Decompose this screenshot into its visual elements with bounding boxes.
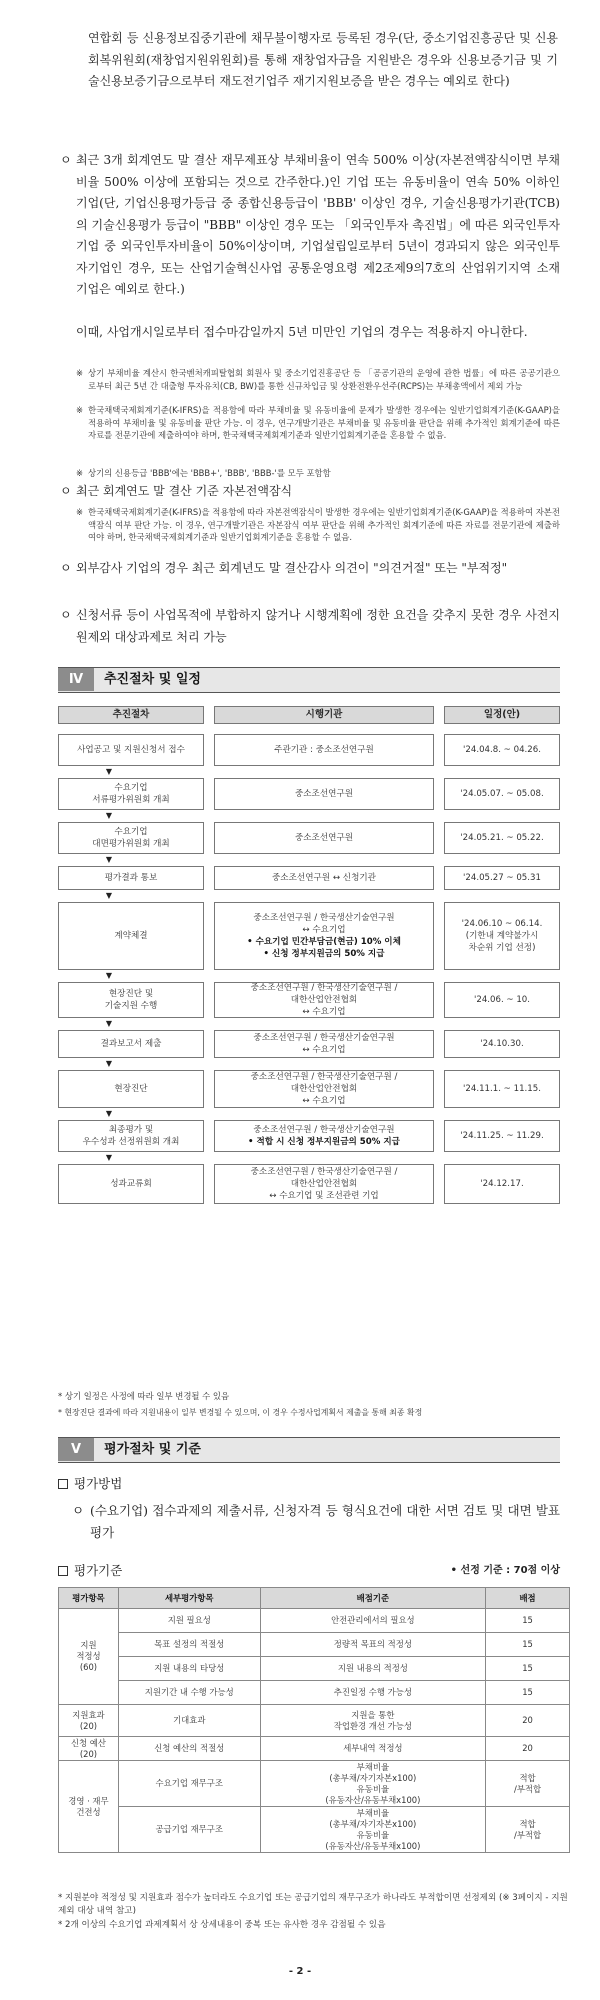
- flow-text-line: 성과교류회: [110, 1179, 152, 1189]
- flow-date-box: [444, 1120, 560, 1152]
- flow-text-line: 중소조선연구원 / 한국생산기술연구원 /: [250, 1072, 398, 1082]
- eval-basis-cell: 추진일정 수행 가능성: [260, 1681, 486, 1705]
- table-row: [59, 1761, 570, 1807]
- col-header-date: 일정(안): [444, 706, 560, 724]
- flow-date-box: [444, 902, 560, 970]
- section-number: Ⅳ: [58, 668, 94, 691]
- table-row: [59, 1633, 570, 1657]
- flow-date-box: [444, 822, 560, 854]
- flow-agency-box: [214, 1120, 434, 1152]
- flow-text-line: 수요기업: [114, 827, 148, 837]
- flow-text-line: 우수성과 선정위원회 개최: [82, 1137, 180, 1147]
- down-arrow-icon: ▼: [105, 971, 113, 980]
- flow-step-box: [58, 866, 204, 890]
- down-arrow-icon: ▼: [105, 767, 113, 776]
- flow-step-box: [58, 982, 204, 1018]
- flow-step-box: [58, 778, 204, 810]
- flow-text-line: ↔ 수요기업: [302, 1045, 346, 1055]
- flow-text-line: 중소조선연구원 / 한국생산기술연구원: [253, 913, 395, 923]
- down-arrow-icon: ▼: [105, 1153, 113, 1162]
- criteria-title: [58, 1562, 122, 1580]
- flow-text-line: 주관기관 : 중소조선연구원: [274, 745, 374, 755]
- section-title: 추진절차 및 일정: [104, 672, 201, 687]
- flow-highlight-line: • 적합 시 신청 정부지원금의 50% 지급: [248, 1137, 400, 1147]
- flow-text-line: 기술지원 수행: [104, 1001, 158, 1011]
- table-row: [59, 1681, 570, 1705]
- note-mark: ※: [76, 368, 84, 378]
- page-number: - 2 -: [288, 1966, 312, 1977]
- eval-detail-cell: 공급기업 재무구조: [118, 1807, 260, 1853]
- down-arrow-icon: ▼: [105, 855, 113, 864]
- eval-basis-cell: 지원을 통한 작업환경 개선 가능성: [260, 1705, 486, 1737]
- eval-group-cell: 경영 · 재무 건전성: [59, 1761, 119, 1853]
- flow-text-line: 중소조선연구원 / 한국생산기술연구원: [253, 1033, 395, 1043]
- eval-detail-cell: 기대효과: [118, 1705, 260, 1737]
- flow-agency-box: [214, 1070, 434, 1108]
- flow-date-box: [444, 982, 560, 1018]
- eval-basis-cell: 부채비율 (총부채/자기자본x100) 유동비율 (유동자산/유동부채x100): [260, 1761, 486, 1807]
- flow-agency-box: [214, 982, 434, 1018]
- method-text: (수요기업) 접수과제의 제출서류, 신청자격 등 형식요건에 대한 서면 검토 및 대면 발표 평가: [90, 1503, 560, 1540]
- note-text: 상기 부채비율 계산시 한국벤처캐피탈협회 회원사 및 중소기업진흥공단 등 「공공기관의 운영에 관한 법률」에 따른 공공기관으로부터 최근 5년 간 대출형 투자유치(CB, BW)를 통한 신규차입금 및 상환전환우선주(RCPS)는 부채총액에서 제외 가능: [88, 368, 560, 391]
- down-arrow-icon: ▼: [105, 1109, 113, 1118]
- eval-score-cell: 적합 /부적합: [486, 1807, 570, 1853]
- eval-score-cell: 적합 /부적합: [486, 1761, 570, 1807]
- flow-text-line: 서류평가위원회 개최: [92, 795, 170, 805]
- flow-highlight-line: • 수요기업 민간부담금(현금) 10% 이체: [247, 937, 401, 947]
- eval-score-cell: 20: [486, 1737, 570, 1761]
- table-row: [59, 1657, 570, 1681]
- criteria-footnote: * 지원분야 적정성 및 지원효과 점수가 높더라도 수요기업 또는 공급기업의 재무구조가 하나라도 부적합이면 선정제외 (※ 3페이지 - 지원제외 대상 내역 참고): [58, 1893, 568, 1916]
- down-arrow-icon: ▼: [105, 811, 113, 820]
- table-row: [59, 1737, 570, 1761]
- bullet-mark: ㅇ: [72, 1503, 85, 1518]
- flow-step-box: [58, 1164, 204, 1204]
- flow-date-box: [444, 734, 560, 766]
- flow-text-line: 중소조선연구원: [294, 833, 354, 843]
- flow-text-line: 중소조선연구원: [294, 789, 354, 799]
- evaluation-criteria-table: [58, 1587, 570, 1853]
- eval-detail-cell: 목표 설정의 적절성: [118, 1633, 260, 1657]
- eval-detail-cell: 신청 예산의 적절성: [118, 1737, 260, 1761]
- flow-text-line: '24.04.8. ~ 04.26.: [463, 745, 541, 755]
- selection-threshold: • 선정 기준 : 70점 이상: [450, 1565, 560, 1576]
- header-detail: 세부평가항목: [118, 1588, 260, 1609]
- table-row: [59, 1807, 570, 1853]
- flow-agency-box: [214, 902, 434, 970]
- table-row: [59, 1609, 570, 1633]
- note-text: 상기의 신용등급 'BBB'에는 'BBB+', 'BBB', 'BBB-'를 모두 포함함: [88, 468, 331, 478]
- flow-agency-box: [214, 822, 434, 854]
- flow-text-line: 중소조선연구원 / 한국생산기술연구원 /: [250, 983, 398, 993]
- flow-text-line: 차순위 기업 선정): [468, 943, 536, 953]
- section-number: Ⅴ: [58, 1438, 94, 1461]
- flow-date-box: [444, 1164, 560, 1204]
- flow-text-line: ↔ 수요기업: [302, 925, 346, 935]
- bullet-documents-text: 신청서류 등이 사업목적에 부합하지 않거나 시행계획에 정한 요건을 갖추지 못한 경우 사전지원제외 대상과제로 처리 가능: [76, 608, 560, 644]
- flow-text-line: ↔ 수요기업 및 조선관련 기업: [269, 1191, 379, 1201]
- flow-text-line: 최종평가 및: [108, 1125, 154, 1135]
- flow-text-line: ↔ 수요기업: [302, 1007, 346, 1017]
- eval-basis-cell: 지원 내용의 적정성: [260, 1657, 486, 1681]
- flow-agency-box: [214, 778, 434, 810]
- bullet-mark: ㅇ: [60, 561, 72, 575]
- schedule-note: * 상기 일정은 사정에 따라 일부 변경될 수 있음: [58, 1391, 230, 1401]
- eval-detail-cell: 지원 필요성: [118, 1609, 260, 1633]
- flow-text-line: '24.06. ~ 10.: [473, 995, 531, 1005]
- flow-text-line: '24.11.25. ~ 11.29.: [460, 1131, 544, 1141]
- bullet-debt-ratio-tail: 이때, 사업개시일로부터 접수마감일까지 5년 미만인 기업의 경우는 적용하지 아니한다.: [76, 325, 528, 339]
- flow-text-line: '24.05.21. ~ 05.22.: [460, 833, 544, 843]
- flow-text-line: 수요기업: [114, 783, 148, 793]
- note-text: 한국채택국제회계기준(K-IFRS)을 적용함에 따라 부채비율 및 유동비율에 문제가 발생한 경우에는 일반기업회계기준(K-GAAP)을 적용하여 부채비율 및 유동비율 판단 가능. 이 경우, 연구개발기관은 부채비율 및 유동비율 판단을 위해 추가적인 회계기준에 따른 자료를 전문기관에 제출하여야 하며, 한국채택국제회계기준과 일반기업회계기준을 혼용할 수 없음.: [88, 405, 560, 441]
- header-basis: 배점기준: [260, 1588, 486, 1609]
- flow-step-box: [58, 1120, 204, 1152]
- continuation-paragraph: 연합회 등 신용정보집중기관에 채무불이행자로 등록된 경우(단, 중소기업진흥공단 및 신용회복위원회(재창업지원위원회)를 통해 재창업자금을 지원받은 경우와 신용보증기금 및 기술신용보증기금으로부터 재도전기업주 재기지원보증을 받은 경우는 예외로 한다): [88, 31, 558, 88]
- flow-highlight-line: • 신청 정부지원금의 50% 지급: [263, 949, 385, 959]
- flow-text-line: 평가결과 통보: [104, 873, 158, 883]
- flow-text-line: 중소조선연구원 / 한국생산기술연구원: [253, 1125, 395, 1135]
- schedule-note: * 현장진단 결과에 따라 지원내용이 일부 변경될 수 있으며, 이 경우 수정사업계획서 제출을 통해 최종 확정: [58, 1408, 423, 1417]
- eval-group-cell: 신청 예산 (20): [59, 1737, 119, 1761]
- flow-text-line: 대면평가위원회 개최: [92, 839, 170, 849]
- section-5-header: [58, 1437, 560, 1463]
- bullet-mark: ㅇ: [60, 153, 72, 167]
- flow-text-line: 현장진단 및: [108, 989, 154, 999]
- flow-text-line: 대한산업안전협회: [290, 1179, 358, 1189]
- eval-basis-cell: 세부내역 적정성: [260, 1737, 486, 1761]
- col-header-agency: 시행기관: [214, 706, 434, 724]
- eval-score-cell: 20: [486, 1705, 570, 1737]
- col-header-step: 추진절차: [58, 706, 204, 724]
- flow-agency-box: [214, 734, 434, 766]
- flow-text-line: '24.11.1. ~ 11.15.: [463, 1084, 541, 1094]
- flow-text-line: '24.05.27 ~ 05.31: [463, 873, 541, 883]
- criteria-title-text: 평가기준: [74, 1563, 123, 1578]
- header-score: 배점: [486, 1588, 570, 1609]
- flow-text-line: 중소조선연구원 ↔ 신청기관: [272, 873, 376, 883]
- section-4-header: [58, 667, 560, 693]
- down-arrow-icon: ▼: [105, 1019, 113, 1028]
- flow-text-line: (기한내 계약불가시: [465, 931, 539, 941]
- flow-text-line: ↔ 수요기업: [302, 1096, 346, 1106]
- checkbox-square-icon: [58, 1479, 68, 1489]
- flow-date-box: [444, 1070, 560, 1108]
- down-arrow-icon: ▼: [105, 891, 113, 900]
- table-row: [59, 1705, 570, 1737]
- header-item: 평가항목: [59, 1588, 119, 1609]
- flow-text-line: 중소조선연구원 / 한국생산기술연구원 /: [250, 1167, 398, 1177]
- bullet-mark: ㅇ: [60, 484, 72, 498]
- eval-score-cell: 15: [486, 1657, 570, 1681]
- note-text: 한국채택국제회계기준(K-IFRS)을 적용함에 따라 자본전액잠식이 발생한 경우에는 일반기업회계기준(K-GAAP)을 적용하여 자본전액잠식 여부 판단 가능. 이 경우, 연구개발기관은 자본잠식 여부 판단을 위해 추가적인 회계기준에 따른 자료를 전문기관에 제출하여야 하며, 한국채택국제회계기준과 일반기업회계기준을 혼용할 수 없음.: [88, 507, 560, 543]
- flow-step-box: [58, 1030, 204, 1058]
- flow-date-box: [444, 778, 560, 810]
- eval-detail-cell: 지원기간 내 수행 가능성: [118, 1681, 260, 1705]
- note-mark: ※: [76, 507, 84, 517]
- eval-group-cell: 지원효과 (20): [59, 1705, 119, 1737]
- flow-step-box: [58, 902, 204, 970]
- flow-text-line: 대한산업안전협회: [290, 995, 358, 1005]
- eval-basis-cell: 안전관리에서의 필요성: [260, 1609, 486, 1633]
- flow-text-line: 현장진단: [114, 1084, 148, 1094]
- eval-group-cell: 지원 적정성 (60): [59, 1609, 119, 1705]
- eval-score-cell: 15: [486, 1681, 570, 1705]
- eval-basis-cell: 부채비율 (총부채/자기자본x100) 유동비율 (유동자산/유동부채x100): [260, 1807, 486, 1853]
- flow-step-box: [58, 1070, 204, 1108]
- checkbox-square-icon: [58, 1566, 68, 1576]
- bullet-debt-ratio-text: 최근 3개 회계연도 말 결산 재무제표상 부채비율이 연속 500% 이상(자본전액잠식이면 부채비율 500% 이상에 포함되는 것으로 간주한다.)인 기업 또는 유동비율이 연속 50% 이하인 기업(단, 기업신용평가등급 중 종합신용등급이 'BBB' 이상인 경우, 기술신용평가기관(TCB)의 기술신용평가 등급이 "BBB" 이상인 경우 또는 「외국인투자 촉진법」에 따른 외국인투자기업 중 외국인투자비율이 50%이상이며, 기업설립일로부터 5년이 경과되지 않은 외국인투자기업인 경우, 또는 산업기술혁신사업 공통운영요령 제2조제9의7호의 산업위기지역 소재 기업은 예외로 한다.): [76, 153, 560, 296]
- method-title-text: 평가방법: [74, 1476, 123, 1491]
- note-mark: ※: [76, 405, 84, 415]
- bullet-mark: ㅇ: [60, 608, 72, 622]
- eval-score-cell: 15: [486, 1633, 570, 1657]
- flow-date-box: [444, 866, 560, 890]
- note-mark: ※: [76, 468, 84, 478]
- flow-agency-box: [214, 866, 434, 890]
- flow-text-line: '24.06.10 ~ 06.14.: [461, 919, 543, 929]
- eval-basis-cell: 정량적 목표의 적정성: [260, 1633, 486, 1657]
- eval-detail-cell: 수요기업 재무구조: [118, 1761, 260, 1807]
- flow-text-line: 결과보고서 제출: [100, 1039, 162, 1049]
- down-arrow-icon: ▼: [105, 1059, 113, 1068]
- flow-text-line: '24.05.07. ~ 05.08.: [460, 789, 544, 799]
- flow-text-line: 대한산업안전협회: [290, 1084, 358, 1094]
- section-title: 평가절차 및 기준: [104, 1442, 201, 1457]
- flow-text-line: '24.10.30.: [480, 1039, 524, 1049]
- flow-text-line: '24.12.17.: [480, 1179, 524, 1189]
- flow-agency-box: [214, 1164, 434, 1204]
- flow-step-box: [58, 822, 204, 854]
- criteria-footnote: * 2개 이상의 수요기업 과제계획서 상 상세내용이 중복 또는 유사한 경우 감점될 수 있음: [58, 1920, 386, 1930]
- method-title: [58, 1475, 122, 1493]
- bullet-capital-impairment-text: 최근 회계연도 말 결산 기준 자본전액잠식: [76, 484, 293, 498]
- flow-text-line: 계약체결: [114, 931, 148, 941]
- eval-score-cell: 15: [486, 1609, 570, 1633]
- flow-agency-box: [214, 1030, 434, 1058]
- flow-text-line: 사업공고 및 지원신청서 접수: [77, 745, 185, 755]
- table-header-row: [59, 1588, 570, 1609]
- flow-step-box: [58, 734, 204, 766]
- eval-detail-cell: 지원 내용의 타당성: [118, 1657, 260, 1681]
- flow-date-box: [444, 1030, 560, 1058]
- bullet-audit-opinion-text: 외부감사 기업의 경우 최근 회계년도 말 결산감사 의견이 "의견거절" 또는 "부적정": [76, 561, 508, 575]
